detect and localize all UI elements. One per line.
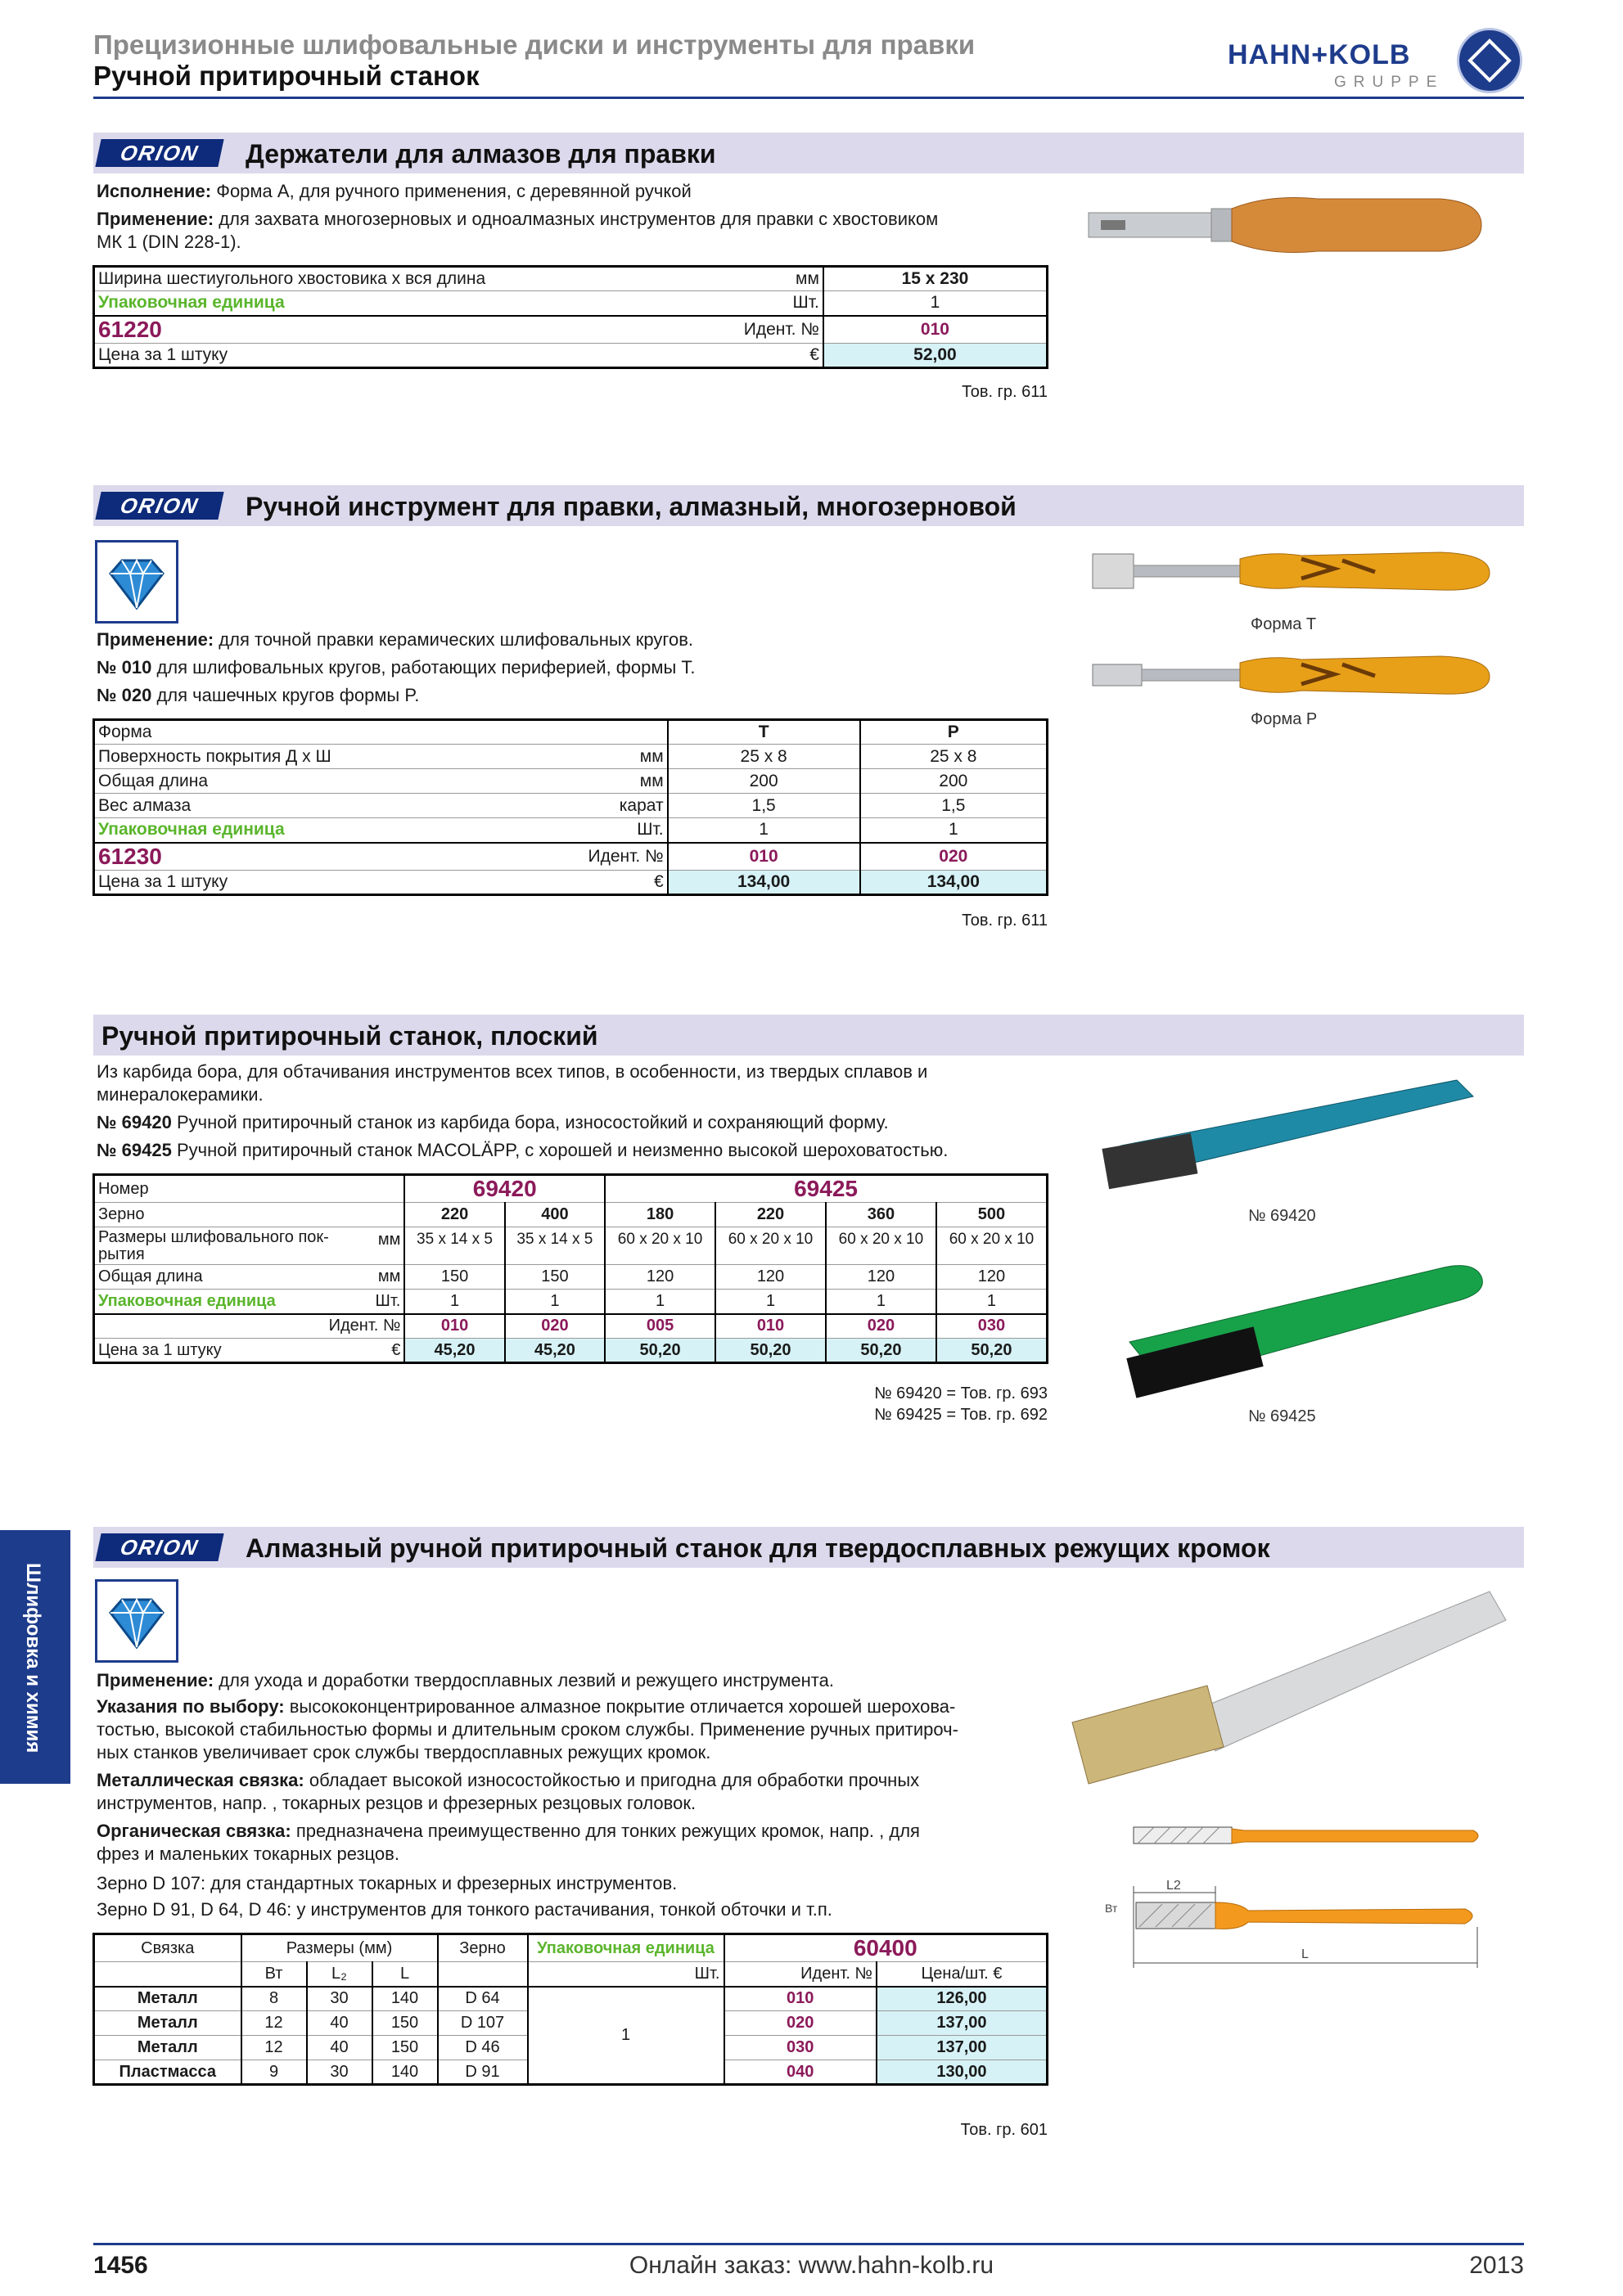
- price-value: 134,00: [668, 870, 860, 894]
- price-value: 50,20: [605, 1339, 715, 1363]
- orion-brand-logo: ORION: [95, 492, 223, 520]
- spec-table-61220: [92, 265, 1048, 369]
- header-price: Цена/шт. €: [877, 1962, 1048, 1987]
- price-value: 137,00: [877, 2011, 1048, 2036]
- grain-value: D 107: [438, 2011, 528, 2036]
- grain-value: 360: [826, 1203, 936, 1227]
- no-010-text: № 010 для шлифовальных кругов, работающих периферией, формы T.: [97, 657, 696, 678]
- pack-value: 1: [404, 1290, 504, 1314]
- grain-value: 220: [715, 1203, 826, 1227]
- grain-value: D 64: [438, 1987, 528, 2011]
- section-header-dressing-tool: [93, 485, 1524, 526]
- selection-hint-text-cont2: ных станков увеличивает срок службы твердосплавных режущих кромок.: [97, 1742, 711, 1763]
- section-header-dressing-holders: [93, 133, 1524, 173]
- catalog-year: 2013: [1469, 2252, 1524, 2279]
- row-value: 25 x 8: [668, 745, 860, 769]
- row-label: Упаковочная единица: [94, 818, 585, 843]
- dim-l-label: L: [1301, 1947, 1309, 1961]
- table-row: [94, 1227, 1048, 1265]
- row-label: Поверхность покрытия Д х Ш: [94, 745, 585, 769]
- ident-number: 020: [860, 843, 1048, 871]
- row-unit: Шт.: [790, 291, 823, 316]
- row-value: 200: [860, 769, 1048, 794]
- intro-text-cont: минералокерамики.: [97, 1084, 264, 1105]
- table-row: [94, 1290, 1048, 1314]
- section-title: Держатели для алмазов для правки: [246, 139, 716, 169]
- article-number: 69420: [404, 1175, 605, 1203]
- diamond-holder-image: [1080, 184, 1490, 274]
- application-text: Применение: для ухода и доработки твердосплавных лезвий и режущего инструмента.: [97, 1670, 834, 1690]
- logo-wordmark: HAHN+KOLB: [1228, 39, 1411, 70]
- lapping-stick-69425-image: [1097, 1244, 1490, 1407]
- row-unit: [372, 1203, 405, 1227]
- bond-value: Пластмасса: [94, 2060, 241, 2085]
- header-pcs: Шт.: [528, 1962, 724, 1987]
- sidebar-tab-label: Шлифовка и химия: [22, 1563, 44, 1754]
- product-group-69425: № 69425 = Тов. гр. 692: [874, 1406, 1048, 1424]
- dressing-tool-form-p-image: [1089, 646, 1498, 712]
- caption-form-t: Форма T: [1251, 615, 1317, 633]
- ident-number: 040: [724, 2060, 877, 2085]
- no-020-text: № 020 для чашечных кругов формы P.: [97, 685, 420, 705]
- product-group: Тов. гр. 611: [962, 383, 1048, 401]
- pack-value: 1: [505, 1290, 605, 1314]
- section-title: Алмазный ручной притирочный станок для твердосплавных режущих кромок: [246, 1533, 1270, 1563]
- caption-69425: № 69425: [1248, 1407, 1316, 1425]
- organic-bond-text: Органическая связка: предназначена преимущественно для тонких режущих кромок, напр. , для: [97, 1821, 920, 1841]
- l-value: 150: [372, 2036, 438, 2060]
- metal-bond-text: Металлическая связка: обладает высокой износостойкостью и пригодна для обработки прочных: [97, 1770, 920, 1790]
- ident-label: Идент. №: [585, 843, 668, 871]
- selection-hint-text: Указания по выбору: высококонцентрированное алмазное покрытие отличается хорошей шерохова-: [97, 1696, 956, 1717]
- dressing-tool-form-t-image: [1089, 536, 1498, 610]
- row-unit: [372, 1175, 405, 1203]
- header-subtitle: Прецизионные шлифовальные диски и инструменты для правки: [93, 29, 976, 60]
- size-value: 60 x 20 x 10: [715, 1227, 826, 1265]
- l2-value: 30: [307, 2060, 372, 2085]
- dimensioned-drawing: [1105, 1878, 1498, 1984]
- price-value: 45,20: [505, 1339, 605, 1363]
- row-value: 1,5: [860, 794, 1048, 818]
- ident-number: 010: [715, 1314, 826, 1339]
- table-row: [94, 1987, 1048, 2011]
- table-row: [94, 291, 1048, 316]
- price-label: Цена за 1 штуку: [94, 1339, 372, 1363]
- article-number: 69425: [605, 1175, 1047, 1203]
- hahn-kolb-logo: [1228, 28, 1531, 98]
- size-value: 60 x 20 x 10: [936, 1227, 1048, 1265]
- price-value: 50,20: [715, 1339, 826, 1363]
- section-header-flat-lapping: [93, 1015, 1524, 1056]
- section-title: Ручной инструмент для правки, алмазный, многозерновой: [246, 492, 1017, 521]
- selection-hint-text-cont: тостью, высокой стабильностью формы и длительным сроком службы. Применение ручных притироч-: [97, 1719, 958, 1740]
- price-value: 137,00: [877, 2036, 1048, 2060]
- dim-l2-label: L2: [1166, 1879, 1181, 1893]
- product-group: Тов. гр. 601: [960, 2121, 1048, 2139]
- header-l: L: [372, 1962, 438, 1987]
- row-label: Зерно: [94, 1203, 372, 1227]
- footer-divider: [93, 2243, 1524, 2245]
- application-text-cont: МК 1 (DIN 228-1).: [97, 232, 241, 252]
- bt-value: 9: [241, 2060, 307, 2085]
- header-bond: Связка: [94, 1934, 241, 1962]
- ident-number: 010: [724, 1987, 877, 2011]
- price-value: 126,00: [877, 1987, 1048, 2011]
- row-label: Упаковочная единица: [94, 1290, 372, 1314]
- pack-value: 1: [605, 1290, 715, 1314]
- price-value: 130,00: [877, 2060, 1048, 2085]
- product-group-69420: № 69420 = Тов. гр. 693: [874, 1384, 1048, 1402]
- article-number: 60400: [724, 1934, 1048, 1962]
- size-value: 35 x 14 x 5: [505, 1227, 605, 1265]
- length-value: 120: [936, 1265, 1048, 1290]
- table-row: [94, 267, 1048, 291]
- ident-number: 005: [605, 1314, 715, 1339]
- row-unit: мм: [585, 769, 668, 794]
- price-value: 45,20: [404, 1339, 504, 1363]
- grain-value: 220: [404, 1203, 504, 1227]
- ident-number: 020: [505, 1314, 605, 1339]
- table-row: [94, 1339, 1048, 1363]
- row-label: Форма: [94, 720, 585, 745]
- lapping-stick-69420-image: [1097, 1064, 1490, 1203]
- table-row: [94, 1175, 1048, 1203]
- price-value: 52,00: [823, 343, 1048, 367]
- price-label: Цена за 1 штуку: [94, 870, 585, 894]
- grain-value: 180: [605, 1203, 715, 1227]
- row-value: 1: [860, 818, 1048, 843]
- ident-number: 020: [826, 1314, 936, 1339]
- l-value: 150: [372, 2011, 438, 2036]
- intro-text: Из карбида бора, для обтачивания инструментов всех типов, в особенности, из твердых сплавов и: [97, 1061, 928, 1082]
- header-dims: Размеры (мм): [241, 1934, 438, 1962]
- row-label: Вес алмаза: [94, 794, 585, 818]
- size-value: 60 x 20 x 10: [826, 1227, 936, 1265]
- caption-69420: № 69420: [1248, 1207, 1316, 1225]
- row-label: Размеры шлифовального пок- рытия: [94, 1227, 372, 1265]
- execution-text: Исполнение: Форма А, для ручного применения, с деревянной ручкой: [97, 181, 692, 201]
- row-unit: мм: [790, 267, 823, 291]
- spec-table-69420-69425: [92, 1173, 1048, 1364]
- price-value: 50,20: [826, 1339, 936, 1363]
- grain-value: D 91: [438, 2060, 528, 2085]
- row-label: Ширина шестиугольного хвостовика х вся длина: [94, 267, 790, 291]
- diamond-lapping-stick-image: [1064, 1579, 1522, 1792]
- bt-value: 12: [241, 2011, 307, 2036]
- section-title: Ручной притирочный станок, плоский: [101, 1021, 598, 1051]
- table-row: [94, 316, 1048, 344]
- pack-value: 1: [715, 1290, 826, 1314]
- size-value: 35 x 14 x 5: [404, 1227, 504, 1265]
- bond-value: Металл: [94, 1987, 241, 2011]
- row-unit: [585, 720, 668, 745]
- article-number: 61230: [94, 843, 585, 871]
- header-l2: L₂: [307, 1962, 372, 1987]
- header-bt: Вт: [241, 1962, 307, 1987]
- metal-bond-text-cont: инструментов, напр. , токарных резцов и фрезерных резцовых головок.: [97, 1793, 697, 1813]
- diamond-icon: [95, 540, 178, 624]
- ident-label: Идент. №: [94, 1314, 405, 1339]
- organic-bond-text-cont: фрез и маленьких токарных резцов.: [97, 1844, 399, 1864]
- l-value: 140: [372, 2060, 438, 2085]
- header-empty: [94, 1962, 241, 1987]
- bt-value: 12: [241, 2036, 307, 2060]
- row-unit: Шт.: [372, 1290, 405, 1314]
- grain-note-2: Зерно D 91, D 64, D 46: у инструментов для тонкого растачивания, тонкой обточки и т.п.: [97, 1899, 832, 1920]
- ident-label: Идент. №: [743, 319, 819, 339]
- ident-number: 030: [936, 1314, 1048, 1339]
- grain-value: 500: [936, 1203, 1048, 1227]
- side-view-drawing: [1129, 1821, 1490, 1853]
- row-value: T: [668, 720, 860, 745]
- row-label: Упаковочная единица: [94, 291, 790, 316]
- ident-number: 010: [404, 1314, 504, 1339]
- price-label: Цена за 1 штуку: [94, 343, 790, 367]
- length-value: 120: [715, 1265, 826, 1290]
- logo-emblem-icon: [1457, 28, 1522, 93]
- l2-value: 40: [307, 2011, 372, 2036]
- grain-note-1: Зерно D 107: для стандартных токарных и фрезерных инструментов.: [97, 1873, 678, 1893]
- currency: €: [790, 343, 823, 367]
- row-value: 200: [668, 769, 860, 794]
- header-ident: Идент. №: [724, 1962, 877, 1987]
- row-value: 1: [668, 818, 860, 843]
- length-value: 120: [605, 1265, 715, 1290]
- no-69420-text: № 69420 Ручной притирочный станок из карбида бора, износостойкий и сохраняющий форму.: [97, 1112, 889, 1132]
- currency: €: [372, 1339, 405, 1363]
- product-group: Тов. гр. 611: [962, 912, 1048, 930]
- row-label: Номер: [94, 1175, 372, 1203]
- table-row: [94, 794, 1048, 818]
- price-value: 50,20: [936, 1339, 1048, 1363]
- header-pack: Упаковочная единица: [528, 1934, 724, 1962]
- grain-value: 400: [505, 1203, 605, 1227]
- table-row: [94, 870, 1048, 894]
- table-row: [94, 745, 1048, 769]
- bond-value: Металл: [94, 2011, 241, 2036]
- table-row: [94, 343, 1048, 367]
- row-value: 25 x 8: [860, 745, 1048, 769]
- diamond-icon: [95, 1579, 178, 1663]
- no-69425-text: № 69425 Ручной притирочный станок MACOLÄPP, с хорошей и неизменно высокой шероховатостью.: [97, 1140, 949, 1160]
- application-text: Применение: для точной правки керамических шлифовальных кругов.: [97, 629, 693, 650]
- header-grain: Зерно: [438, 1934, 528, 1962]
- length-value: 120: [826, 1265, 936, 1290]
- table-row: [94, 1265, 1048, 1290]
- row-unit: мм: [372, 1265, 405, 1290]
- l-value: 140: [372, 1987, 438, 2011]
- header-divider: [93, 97, 1524, 99]
- row-unit: мм: [372, 1227, 405, 1265]
- pack-value: 1: [936, 1290, 1048, 1314]
- table-row: [94, 1203, 1048, 1227]
- pack-value: 1: [826, 1290, 936, 1314]
- application-text: Применение: для захвата многозерновых и одноалмазных инструментов для правки с хвостовиком: [97, 209, 939, 229]
- orion-brand-logo: ORION: [95, 139, 223, 167]
- table-row: [94, 769, 1048, 794]
- ident-number: 010: [823, 316, 1048, 344]
- page-title: Ручной притирочный станок: [93, 61, 480, 91]
- grain-value: D 46: [438, 2036, 528, 2060]
- length-value: 150: [505, 1265, 605, 1290]
- spec-table-60400: [92, 1933, 1048, 2086]
- table-header-row: [94, 1962, 1048, 1987]
- page-number: 1456: [93, 2252, 148, 2279]
- dim-bt-label: Вт: [1105, 1902, 1118, 1915]
- l2-value: 40: [307, 2036, 372, 2060]
- table-row: [94, 843, 1048, 871]
- bond-value: Металл: [94, 2036, 241, 2060]
- table-row: [94, 1314, 1048, 1339]
- l2-value: 30: [307, 1987, 372, 2011]
- article-number: 61220: [94, 316, 790, 344]
- table-row: [94, 720, 1048, 745]
- caption-form-p: Форма P: [1251, 710, 1318, 728]
- currency: €: [585, 870, 668, 894]
- header-empty: [438, 1962, 528, 1987]
- section-header-diamond-lapping: [93, 1527, 1524, 1568]
- price-value: 134,00: [860, 870, 1048, 894]
- row-value: 15 x 230: [823, 267, 1048, 291]
- row-unit: Шт.: [585, 818, 668, 843]
- row-unit: карат: [585, 794, 668, 818]
- ident-number: 030: [724, 2036, 877, 2060]
- logo-group: GRUPPE: [1334, 74, 1445, 91]
- row-unit: мм: [585, 745, 668, 769]
- ident-number: 010: [668, 843, 860, 871]
- ident-number: 020: [724, 2011, 877, 2036]
- row-label: Общая длина: [94, 769, 585, 794]
- table-row: [94, 818, 1048, 843]
- online-order-link[interactable]: Онлайн заказ: www.hahn-kolb.ru: [629, 2252, 994, 2279]
- length-value: 150: [404, 1265, 504, 1290]
- bt-value: 8: [241, 1987, 307, 2011]
- row-value: 1,5: [668, 794, 860, 818]
- table-header-row: [94, 1934, 1048, 1962]
- row-label: Общая длина: [94, 1265, 372, 1290]
- pack-value: 1: [528, 1987, 724, 2085]
- orion-brand-logo: ORION: [95, 1533, 223, 1561]
- row-value: 1: [823, 291, 1048, 316]
- size-value: 60 x 20 x 10: [605, 1227, 715, 1265]
- spec-table-61230: [92, 718, 1048, 896]
- row-value: P: [860, 720, 1048, 745]
